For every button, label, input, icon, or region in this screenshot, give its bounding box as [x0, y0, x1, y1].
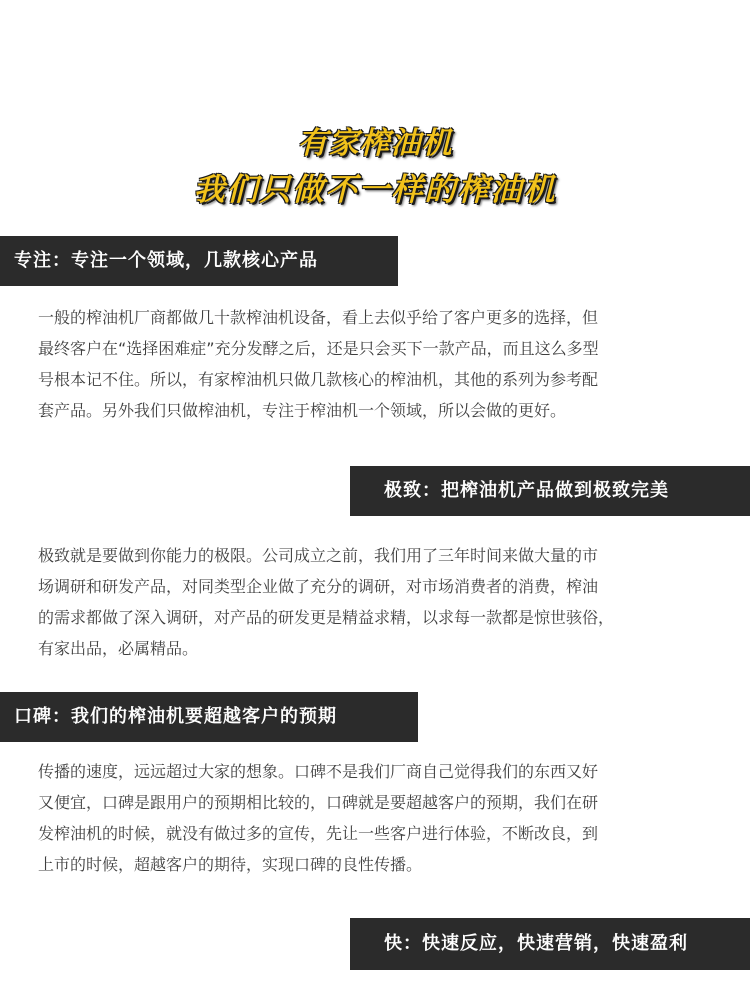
paragraph-line: 号根本记不住。所以，有家榨油机只做几款核心的榨油机，其他的系列为参考配	[38, 370, 599, 389]
section-heading-reputation: 口碑：我们的榨油机要超越客户的预期	[0, 692, 418, 742]
paragraph-line: 极致就是要做到你能力的极限。公司成立之前，我们用了三年时间来做大量的市	[38, 546, 599, 565]
paragraph-line: 有家出品，必属精品。	[38, 639, 199, 658]
paragraph-line: 场调研和研发产品，对同类型企业做了充分的调研，对市场消费者的消费，榨油	[38, 577, 599, 596]
section-heading-speed: 快：快速反应，快速营销，快速盈利	[350, 918, 750, 970]
paragraph-line: 一般的榨油机厂商都做几十款榨油机设备，看上去似乎给了客户更多的选择，但	[38, 308, 599, 327]
paragraph-line: 发榨油机的时候，就没有做过多的宣传，先让一些客户进行体验，不断改良，到	[38, 824, 599, 843]
section-body-reputation	[38, 756, 718, 880]
paragraph-line: 套产品。另外我们只做榨油机，专注于榨油机一个领域，所以会做的更好。	[38, 401, 567, 420]
section-heading-focus: 专注：专注一个领域，几款核心产品	[0, 236, 398, 286]
hero-line-2: 我们只做不一样的榨油机	[193, 172, 557, 208]
paragraph-line: 的需求都做了深入调研，对产品的研发更是精益求精，以求每一款都是惊世骇俗，	[38, 608, 615, 627]
paragraph-line: 又便宜，口碑是跟用户的预期相比较的，口碑就是要超越客户的预期，我们在研	[38, 793, 599, 812]
section-heading-excellence: 极致：把榨油机产品做到极致完美	[350, 466, 750, 516]
hero-line-1: 有家榨油机	[297, 126, 453, 161]
section-body-excellence	[38, 540, 718, 664]
paragraph-line: 传播的速度，远远超过大家的想象。口碑不是我们厂商自己觉得我们的东西又好	[38, 762, 599, 781]
section-body-focus	[38, 302, 718, 426]
paragraph-line: 上市的时候，超越客户的期待，实现口碑的良性传播。	[38, 855, 423, 874]
paragraph-line: 最终客户在“选择困难症”充分发酵之后，还是只会买下一款产品，而且这么多型	[38, 339, 599, 358]
